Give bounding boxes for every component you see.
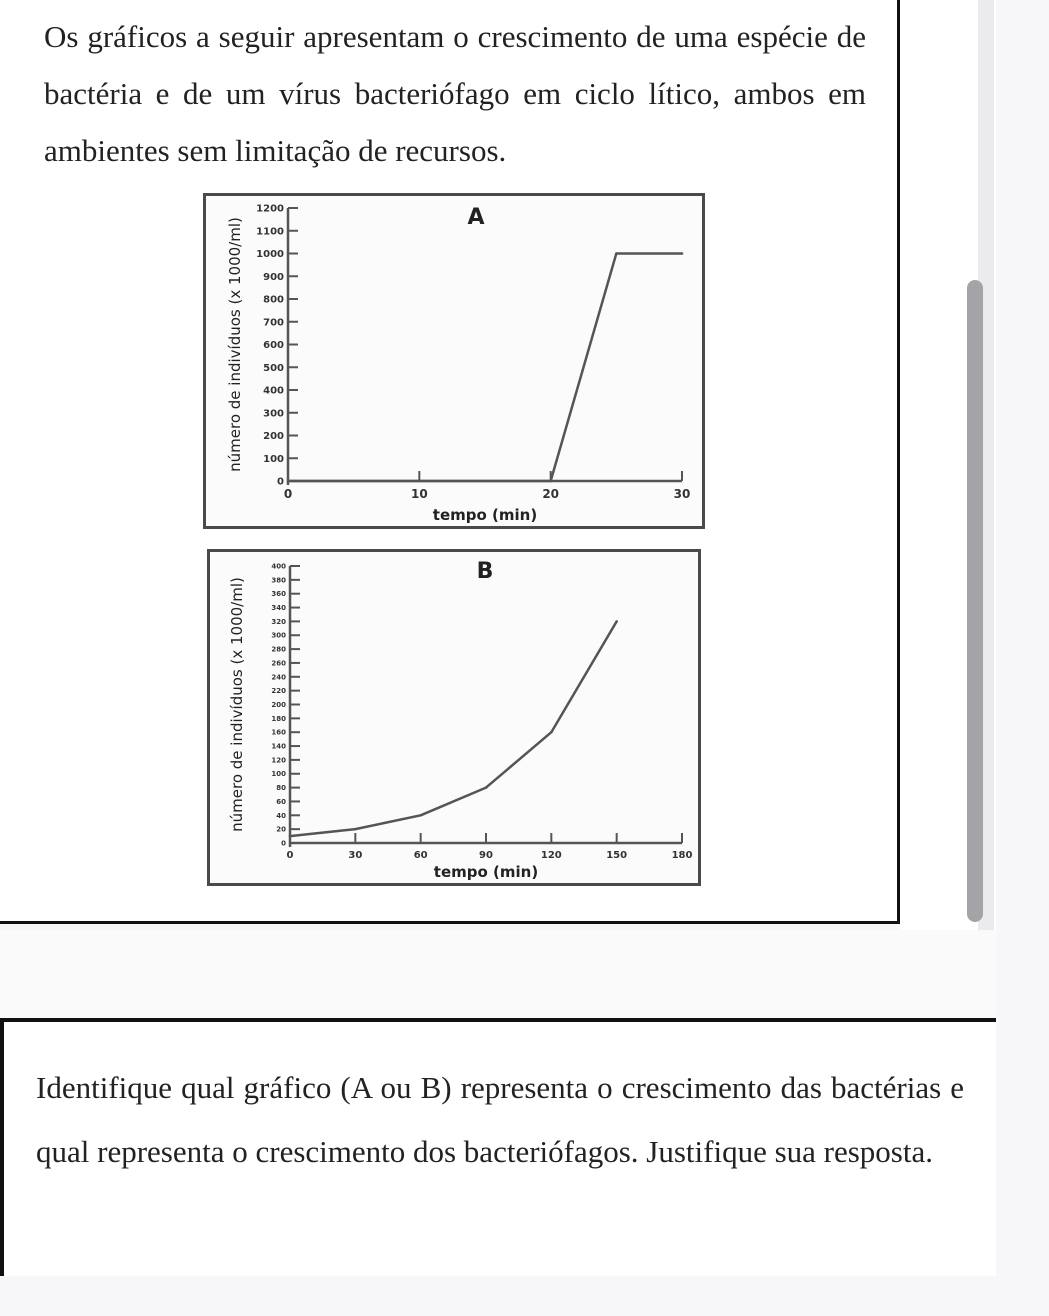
chart-b-y-tick-label: 200 <box>271 700 286 709</box>
chart-b-y-tick-label: 400 <box>271 562 286 571</box>
chart-a-y-tick-label: 500 <box>263 362 284 374</box>
chart-b-x-label: tempo (min) <box>433 863 539 881</box>
chart-b-data-point <box>615 620 618 623</box>
chart-a-y-tick-label: 1000 <box>256 249 284 260</box>
chart-b-y-tick-label: 260 <box>271 659 286 668</box>
chart-a-title: A <box>467 205 485 230</box>
chart-b-x-tick-label: 60 <box>413 850 428 861</box>
chart-b-y-tick-label: 60 <box>276 797 286 806</box>
chart-b-y-tick-label: 0 <box>281 839 286 848</box>
chart-b-x-tick-label: 180 <box>671 850 693 861</box>
chart-b-data-point <box>289 835 292 838</box>
chart-a-series-line <box>288 254 682 482</box>
chart-b-x-tick-label: 150 <box>606 850 628 861</box>
chart-b-y-tick-label: 160 <box>271 728 286 737</box>
chart-b-svg <box>210 552 698 883</box>
chart-b-x-tick-label: 30 <box>348 850 363 861</box>
intro-paragraph: Os gráficos a seguir apresentam o crescimento de uma espécie de bactéria e de um vírus bacteriófago em ciclo lítico, ambos em ambientes sem limitação de recursos. <box>44 19 866 168</box>
chart-a <box>203 193 705 529</box>
chart-b-y-tick-label: 360 <box>271 590 286 599</box>
chart-b-y-tick-label: 240 <box>271 673 286 682</box>
chart-a-y-tick-label: 700 <box>263 317 284 329</box>
chart-a-svg <box>206 196 702 526</box>
chart-a-y-tick-label: 1200 <box>256 203 284 215</box>
chart-a-y-tick-label: 0 <box>277 476 284 488</box>
chart-b-y-tick-label: 20 <box>276 825 286 834</box>
chart-b-data-point <box>419 814 422 817</box>
page-gap <box>0 930 996 1018</box>
chart-b-data-point <box>354 828 357 831</box>
chart-a-data-point <box>287 480 290 483</box>
chart-a-y-tick-label: 900 <box>263 271 284 283</box>
chart-a-y-tick-label: 400 <box>263 385 284 397</box>
chart-b-y-tick-label: 40 <box>276 811 286 820</box>
chart-a-y-tick-label: 200 <box>263 431 284 442</box>
chart-a-y-tick-label: 600 <box>263 340 284 351</box>
chart-b-y-tick-label: 120 <box>271 756 286 765</box>
chart-a-x-tick-label: 20 <box>542 487 560 501</box>
chart-a-y-label: número de indivíduos (x 1000/ml) <box>226 217 244 472</box>
chart-b-x-tick-label: 0 <box>286 850 294 861</box>
chart-a-y-tick-label: 800 <box>263 294 284 306</box>
chart-b-data-point <box>550 731 553 734</box>
chart-a-x-tick-label: 30 <box>673 487 691 501</box>
chart-a-data-point <box>615 252 618 255</box>
chart-a-x-tick-label: 0 <box>283 487 293 501</box>
chart-b-y-tick-label: 140 <box>271 742 286 751</box>
chart-b-y-tick-label: 80 <box>276 784 286 793</box>
chart-b-y-tick-label: 380 <box>271 576 286 585</box>
text-box-question <box>0 1018 996 1276</box>
chart-b-y-tick-label: 300 <box>271 631 286 640</box>
chart-a-x-tick-label: 10 <box>410 487 428 501</box>
chart-b-y-tick-label: 320 <box>271 617 286 626</box>
chart-b-y-label: número de indivíduos (x 1000/ml) <box>228 577 246 832</box>
question-paragraph: Identifique qual gráfico (A ou B) representa o crescimento das bactérias e qual representa o crescimento dos bacteriófagos. Justifique sua resposta. <box>36 1070 964 1169</box>
chart-b-title: B <box>476 559 494 584</box>
chart-a-y-tick-label: 100 <box>263 453 284 465</box>
chart-a-y-tick-label: 1100 <box>256 226 284 238</box>
chart-a-data-point <box>681 252 684 255</box>
chart-b-x-tick-label: 120 <box>540 850 562 861</box>
chart-b <box>207 549 701 886</box>
chart-b-data-point <box>485 786 488 789</box>
chart-b-y-tick-label: 180 <box>271 714 286 723</box>
chart-a-data-point <box>549 480 552 483</box>
chart-a-y-tick-label: 300 <box>263 408 284 420</box>
scrollbar-thumb[interactable] <box>967 280 983 922</box>
chart-b-y-tick-label: 100 <box>271 770 286 779</box>
chart-b-series-line <box>290 621 617 836</box>
chart-b-x-tick-label: 90 <box>479 850 493 861</box>
chart-a-x-label: tempo (min) <box>432 506 538 524</box>
chart-b-y-tick-label: 340 <box>271 604 286 612</box>
chart-b-y-tick-label: 280 <box>271 645 286 654</box>
chart-b-y-tick-label: 220 <box>271 687 286 696</box>
